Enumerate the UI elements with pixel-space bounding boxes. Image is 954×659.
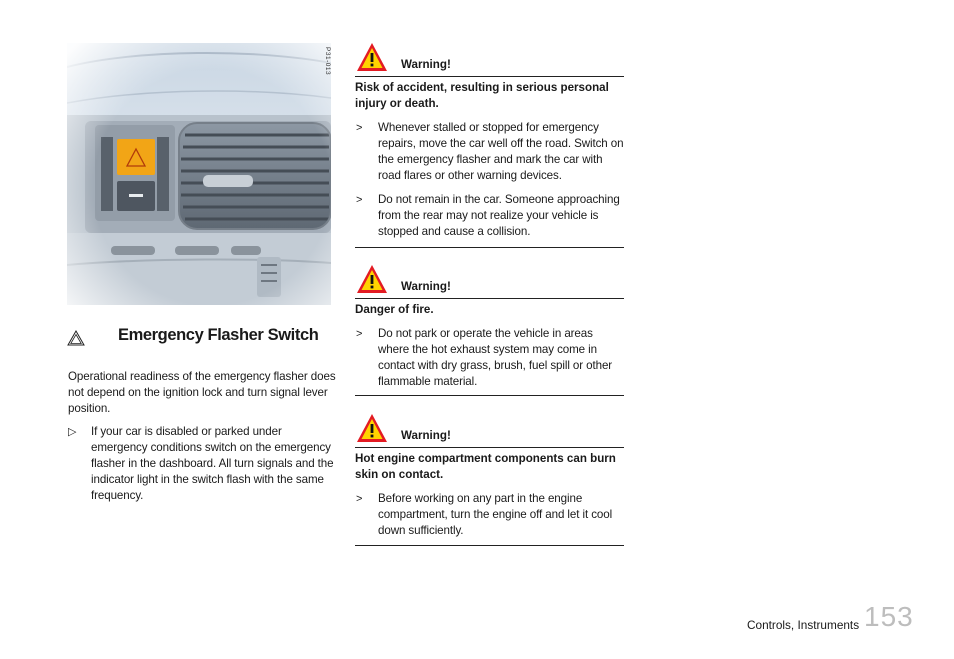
warning-label: Warning! [401,429,451,442]
warning-risk: Risk of accident, resulting in serious personal injury or death. [355,81,609,110]
warning-block-fire [355,264,624,396]
footer-section-name: Controls, Instruments [747,618,860,632]
warning-block-accident [355,42,624,248]
list-item-text: If your car is disabled or parked under emergency conditions switch on the emergency flasher in the dashboard. All turn signals and the indicator light in the switch flash with the same frequency. [91,425,334,502]
intro-paragraph: Operational readiness of the emergency flasher does not depend on the ignition lock and turn signal lever position. [68,370,336,415]
warning-list [355,120,624,248]
warning-risk: Danger of fire. [355,303,434,316]
warning-list [355,491,624,546]
hazard-triangle-icon [67,330,85,346]
page-title: Emergency Flasher Switch [118,326,319,344]
warning-risk: Hot engine compartment components can burn skin on contact. [355,452,616,481]
warning-label: Warning! [401,58,451,71]
list-item-text: Before working on any part in the engine compartment, turn the engine off and let it cool down sufficiently. [378,492,613,537]
list-item [68,424,340,504]
dashboard-illustration [67,43,331,305]
bullet-triangle-icon: ▷ [68,426,77,438]
warning-header [355,42,624,77]
warning-triangle-icon [356,413,388,443]
chevron-right-icon: > [356,328,363,340]
list-item-text: Whenever stalled or stopped for emergency repairs, move the car well off the road. Switch on the emergency flasher and mark the car with road flares or other warning devices. [378,121,624,182]
warning-header [355,413,624,448]
warning-block-hot-engine [355,413,624,546]
list-item-text: Do not remain in the car. Someone approaching from the rear may not realize your vehicle is stopped and cause a collision. [378,193,620,238]
section-heading [67,326,337,350]
warning-triangle-icon [356,42,388,72]
warning-list [355,326,624,396]
warning-triangle-icon [356,264,388,294]
list-item [355,120,624,184]
chevron-right-icon: > [356,493,363,505]
list-item-text: Do not park or operate the vehicle in areas where the hot exhaust system may come in contact with dry grass, brush, fuel spill or other flammable material. [378,327,613,388]
page-number: 153 [864,601,914,632]
list-item [355,326,624,390]
chevron-right-icon: > [356,194,363,206]
figure-code: P31-013 [324,47,331,76]
warning-header [355,264,624,299]
instruction-list [68,424,340,504]
list-item [355,192,624,240]
warning-label: Warning! [401,280,451,293]
list-item [355,491,624,539]
chevron-right-icon: > [356,122,363,134]
